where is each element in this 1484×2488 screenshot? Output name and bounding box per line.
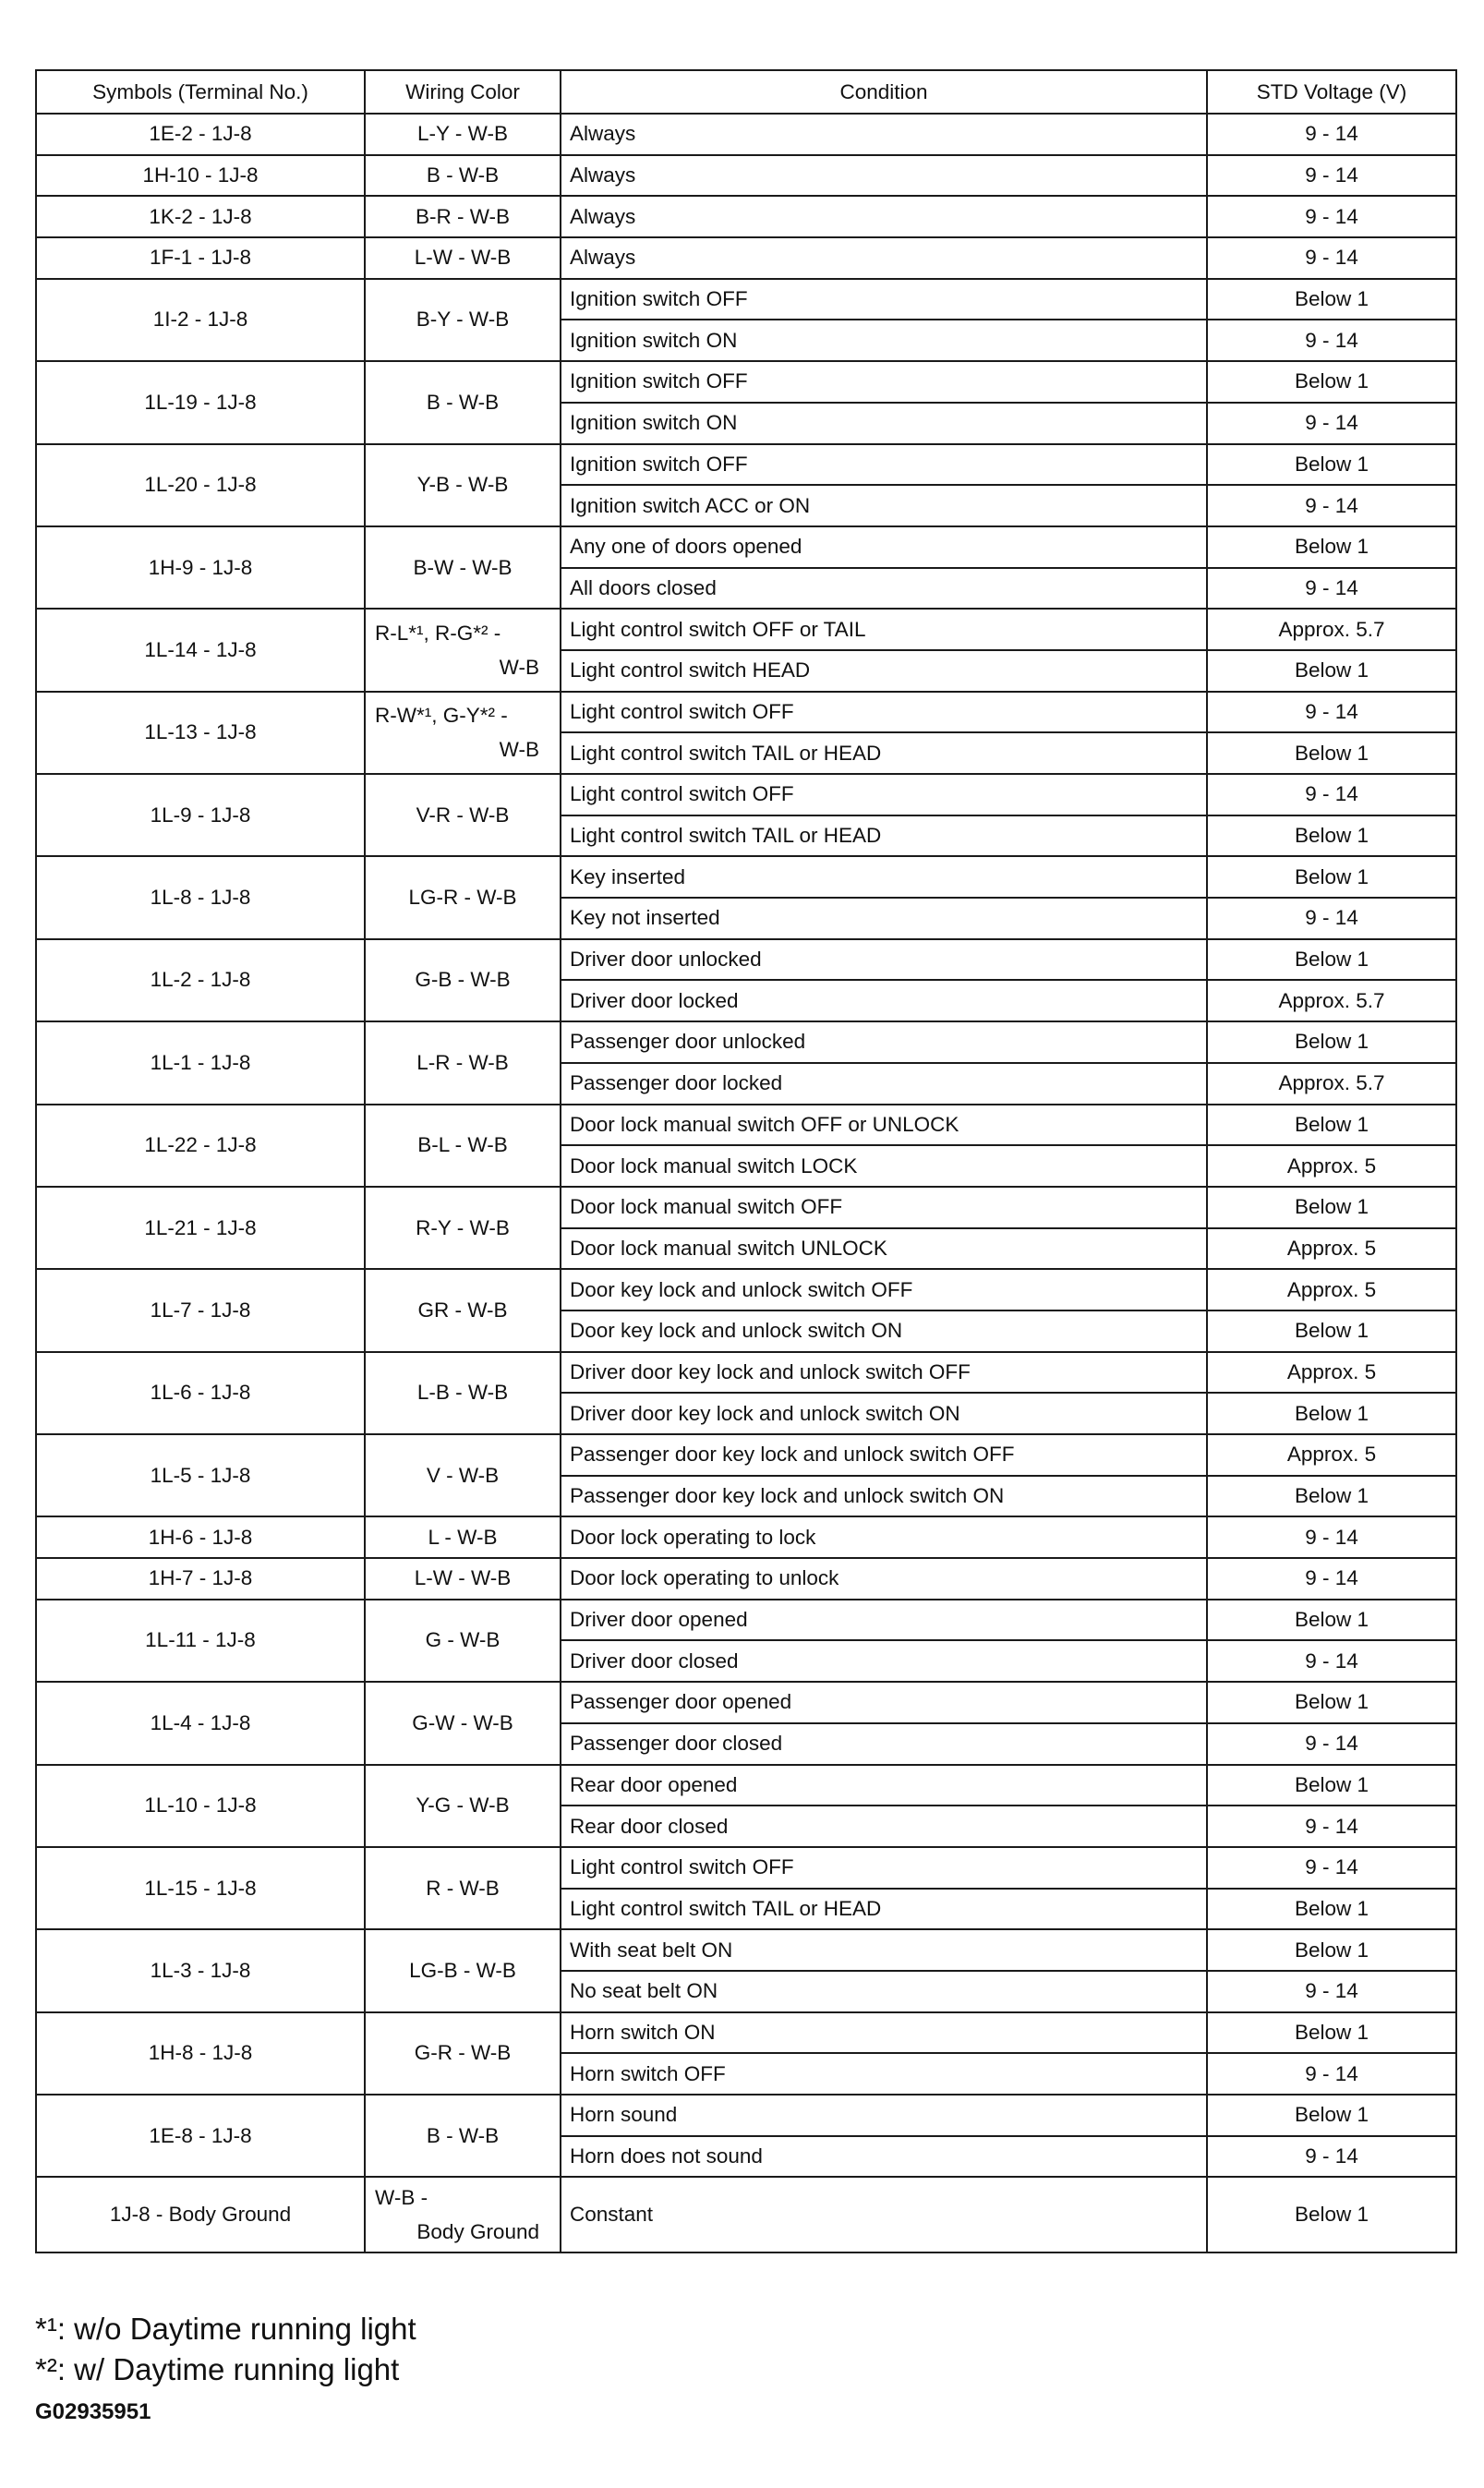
terminal-symbol: 1E-8 - 1J-8 <box>36 2095 365 2177</box>
wiring-color: B - W-B <box>365 361 561 443</box>
condition: Light control switch OFF <box>561 692 1207 733</box>
condition: Constant <box>561 2177 1207 2252</box>
std-voltage: Below 1 <box>1207 1765 1456 1806</box>
std-voltage: Below 1 <box>1207 279 1456 320</box>
condition: Always <box>561 155 1207 197</box>
wiring-color <box>365 692 561 774</box>
wiring-color: B-W - W-B <box>365 526 561 609</box>
condition: Light control switch TAIL or HEAD <box>561 815 1207 857</box>
std-voltage: Below 1 <box>1207 650 1456 692</box>
table-row <box>36 237 1456 279</box>
std-voltage: Approx. 5.7 <box>1207 609 1456 650</box>
std-voltage: Approx. 5 <box>1207 1228 1456 1270</box>
table-row <box>36 1929 1456 1971</box>
wiring-color-line-1: W-B - <box>375 2186 428 2210</box>
wiring-color: LG-R - W-B <box>365 856 561 938</box>
std-voltage: 9 - 14 <box>1207 2136 1456 2178</box>
condition: Passenger door opened <box>561 1682 1207 1723</box>
terminal-symbol: 1L-8 - 1J-8 <box>36 856 365 938</box>
table-row <box>36 114 1456 155</box>
table-row <box>36 856 1456 898</box>
condition: Passenger door locked <box>561 1063 1207 1105</box>
condition: Horn sound <box>561 2095 1207 2136</box>
header-condition: Condition <box>561 70 1207 114</box>
header-std-voltage: STD Voltage (V) <box>1207 70 1456 114</box>
std-voltage: Approx. 5.7 <box>1207 980 1456 1021</box>
std-voltage: 9 - 14 <box>1207 403 1456 444</box>
condition: Door lock manual switch OFF or UNLOCK <box>561 1105 1207 1146</box>
header-wiring-color: Wiring Color <box>365 70 561 114</box>
wiring-color: L-R - W-B <box>365 1021 561 1104</box>
condition: Horn does not sound <box>561 2136 1207 2178</box>
std-voltage: Below 1 <box>1207 1929 1456 1971</box>
condition: Key inserted <box>561 856 1207 898</box>
condition: Horn switch OFF <box>561 2053 1207 2095</box>
condition: Horn switch ON <box>561 2012 1207 2054</box>
condition: Door key lock and unlock switch ON <box>561 1310 1207 1352</box>
wiring-color: L-Y - W-B <box>365 114 561 155</box>
condition: Driver door opened <box>561 1600 1207 1641</box>
std-voltage: 9 - 14 <box>1207 568 1456 610</box>
condition: Light control switch HEAD <box>561 650 1207 692</box>
wiring-color: Y-B - W-B <box>365 444 561 526</box>
condition: Always <box>561 114 1207 155</box>
terminal-symbol: 1L-4 - 1J-8 <box>36 1682 365 1764</box>
wiring-color-line-2: Body Ground <box>416 2220 539 2244</box>
wiring-color: GR - W-B <box>365 1269 561 1351</box>
std-voltage: Below 1 <box>1207 1600 1456 1641</box>
terminal-symbol: 1L-6 - 1J-8 <box>36 1352 365 1434</box>
header-symbols: Symbols (Terminal No.) <box>36 70 365 114</box>
wiring-color: G-R - W-B <box>365 2012 561 2095</box>
terminal-symbol: 1L-1 - 1J-8 <box>36 1021 365 1104</box>
std-voltage: Below 1 <box>1207 444 1456 486</box>
std-voltage: Below 1 <box>1207 939 1456 981</box>
table-row <box>36 361 1456 403</box>
std-voltage: Approx. 5 <box>1207 1434 1456 1476</box>
wiring-color-line-2: W-B <box>499 738 539 762</box>
condition: Door lock manual switch LOCK <box>561 1145 1207 1187</box>
terminal-symbol: 1L-15 - 1J-8 <box>36 1847 365 1929</box>
wiring-color <box>365 2177 561 2252</box>
std-voltage: Below 1 <box>1207 732 1456 774</box>
table-row <box>36 1434 1456 1476</box>
wiring-color: LG-B - W-B <box>365 1929 561 2011</box>
terminal-symbol: 1I-2 - 1J-8 <box>36 279 365 361</box>
std-voltage: 9 - 14 <box>1207 1640 1456 1682</box>
terminal-symbol: 1H-8 - 1J-8 <box>36 2012 365 2095</box>
figure-code: G02935951 <box>35 2399 151 2424</box>
terminal-symbol: 1L-5 - 1J-8 <box>36 1434 365 1516</box>
std-voltage: Below 1 <box>1207 526 1456 568</box>
condition: Door key lock and unlock switch OFF <box>561 1269 1207 1310</box>
table-row <box>36 1516 1456 1558</box>
table-row <box>36 1021 1456 1063</box>
table-row <box>36 1269 1456 1310</box>
terminal-symbol: 1H-9 - 1J-8 <box>36 526 365 609</box>
table-row <box>36 609 1456 650</box>
terminal-symbol: 1H-10 - 1J-8 <box>36 155 365 197</box>
condition: Light control switch OFF <box>561 1847 1207 1889</box>
terminal-symbol: 1L-2 - 1J-8 <box>36 939 365 1021</box>
wiring-color: G-B - W-B <box>365 939 561 1021</box>
terminal-symbol: 1L-3 - 1J-8 <box>36 1929 365 2011</box>
condition: Rear door opened <box>561 1765 1207 1806</box>
table-row <box>36 526 1456 568</box>
wiring-color: L-B - W-B <box>365 1352 561 1434</box>
std-voltage: Approx. 5 <box>1207 1352 1456 1394</box>
std-voltage: 9 - 14 <box>1207 196 1456 237</box>
condition: Always <box>561 237 1207 279</box>
terminal-symbol: 1F-1 - 1J-8 <box>36 237 365 279</box>
condition: Passenger door unlocked <box>561 1021 1207 1063</box>
std-voltage: 9 - 14 <box>1207 1558 1456 1600</box>
terminal-symbol: 1E-2 - 1J-8 <box>36 114 365 155</box>
condition: Ignition switch OFF <box>561 444 1207 486</box>
table-header-row <box>36 70 1456 114</box>
condition: Passenger door key lock and unlock switch ON <box>561 1476 1207 1517</box>
std-voltage: Below 1 <box>1207 1682 1456 1723</box>
std-voltage: 9 - 14 <box>1207 1723 1456 1765</box>
table-row <box>36 2177 1456 2252</box>
wiring-color: B-R - W-B <box>365 196 561 237</box>
std-voltage: 9 - 14 <box>1207 1971 1456 2012</box>
condition: Driver door key lock and unlock switch ON <box>561 1393 1207 1434</box>
condition: Light control switch TAIL or HEAD <box>561 732 1207 774</box>
std-voltage: Below 1 <box>1207 361 1456 403</box>
std-voltage: Below 1 <box>1207 2012 1456 2054</box>
table-row <box>36 2095 1456 2136</box>
std-voltage: Below 1 <box>1207 1105 1456 1146</box>
wiring-color: L - W-B <box>365 1516 561 1558</box>
table-row <box>36 1352 1456 1394</box>
table-row <box>36 1187 1456 1228</box>
wiring-color: G - W-B <box>365 1600 561 1682</box>
condition: Always <box>561 196 1207 237</box>
wiring-color-line-1: R-L*¹, R-G*² - <box>375 621 501 645</box>
terminal-symbol: 1L-11 - 1J-8 <box>36 1600 365 1682</box>
std-voltage: 9 - 14 <box>1207 485 1456 526</box>
condition: Door lock operating to unlock <box>561 1558 1207 1600</box>
condition: Ignition switch ACC or ON <box>561 485 1207 526</box>
std-voltage: Below 1 <box>1207 1393 1456 1434</box>
table-row <box>36 155 1456 197</box>
std-voltage: 9 - 14 <box>1207 1516 1456 1558</box>
condition: Driver door closed <box>561 1640 1207 1682</box>
std-voltage: Below 1 <box>1207 1889 1456 1930</box>
condition: Ignition switch OFF <box>561 361 1207 403</box>
terminal-voltage-table <box>35 69 1457 2253</box>
table-row <box>36 1765 1456 1806</box>
wiring-color: V - W-B <box>365 1434 561 1516</box>
wiring-color: L-W - W-B <box>365 1558 561 1600</box>
wiring-color: R - W-B <box>365 1847 561 1929</box>
condition: Passenger door closed <box>561 1723 1207 1765</box>
table-row <box>36 774 1456 815</box>
wiring-color: B - W-B <box>365 155 561 197</box>
condition: Light control switch OFF or TAIL <box>561 609 1207 650</box>
std-voltage: Below 1 <box>1207 2095 1456 2136</box>
wiring-color: Y-G - W-B <box>365 1765 561 1847</box>
terminal-symbol: 1L-10 - 1J-8 <box>36 1765 365 1847</box>
terminal-symbol: 1L-9 - 1J-8 <box>36 774 365 856</box>
std-voltage: 9 - 14 <box>1207 1806 1456 1847</box>
footnote-1: *¹: w/o Daytime running light <box>35 2312 416 2346</box>
terminal-symbol: 1L-19 - 1J-8 <box>36 361 365 443</box>
condition: Key not inserted <box>561 898 1207 939</box>
std-voltage: 9 - 14 <box>1207 1847 1456 1889</box>
std-voltage: 9 - 14 <box>1207 114 1456 155</box>
wiring-color: L-W - W-B <box>365 237 561 279</box>
condition: Passenger door key lock and unlock switch OFF <box>561 1434 1207 1476</box>
terminal-symbol: 1J-8 - Body Ground <box>36 2177 365 2252</box>
std-voltage: 9 - 14 <box>1207 155 1456 197</box>
table-row <box>36 692 1456 733</box>
std-voltage: Below 1 <box>1207 1021 1456 1063</box>
wiring-color: B - W-B <box>365 2095 561 2177</box>
terminal-symbol: 1K-2 - 1J-8 <box>36 196 365 237</box>
condition: With seat belt ON <box>561 1929 1207 1971</box>
condition: Ignition switch ON <box>561 320 1207 361</box>
std-voltage: Below 1 <box>1207 856 1456 898</box>
wiring-color: B-Y - W-B <box>365 279 561 361</box>
table-row <box>36 1847 1456 1889</box>
footnotes <box>35 2309 416 2390</box>
std-voltage: Below 1 <box>1207 1476 1456 1517</box>
wiring-color-line-2: W-B <box>499 655 539 679</box>
std-voltage: Below 1 <box>1207 1310 1456 1352</box>
footnote-2: *²: w/ Daytime running light <box>35 2352 400 2386</box>
wiring-color-line-1: R-W*¹, G-Y*² - <box>375 704 508 728</box>
table-row <box>36 1600 1456 1641</box>
condition: Ignition switch OFF <box>561 279 1207 320</box>
std-voltage: Below 1 <box>1207 2177 1456 2252</box>
std-voltage: 9 - 14 <box>1207 237 1456 279</box>
condition: Light control switch TAIL or HEAD <box>561 1889 1207 1930</box>
std-voltage: Approx. 5 <box>1207 1145 1456 1187</box>
terminal-symbol: 1L-21 - 1J-8 <box>36 1187 365 1269</box>
table-row <box>36 1558 1456 1600</box>
wiring-color: V-R - W-B <box>365 774 561 856</box>
table-row <box>36 279 1456 320</box>
table-row <box>36 939 1456 981</box>
terminal-symbol: 1L-20 - 1J-8 <box>36 444 365 526</box>
condition: Any one of doors opened <box>561 526 1207 568</box>
condition: Door lock manual switch UNLOCK <box>561 1228 1207 1270</box>
std-voltage: Below 1 <box>1207 1187 1456 1228</box>
std-voltage: 9 - 14 <box>1207 692 1456 733</box>
table-row <box>36 1682 1456 1723</box>
wiring-color: G-W - W-B <box>365 1682 561 1764</box>
condition: Door lock manual switch OFF <box>561 1187 1207 1228</box>
condition: Driver door key lock and unlock switch OFF <box>561 1352 1207 1394</box>
terminal-symbol: 1H-7 - 1J-8 <box>36 1558 365 1600</box>
terminal-symbol: 1L-14 - 1J-8 <box>36 609 365 691</box>
condition: Rear door closed <box>561 1806 1207 1847</box>
table-row <box>36 196 1456 237</box>
std-voltage: Below 1 <box>1207 815 1456 857</box>
condition: Ignition switch ON <box>561 403 1207 444</box>
terminal-symbol: 1L-22 - 1J-8 <box>36 1105 365 1187</box>
std-voltage: 9 - 14 <box>1207 320 1456 361</box>
condition: Door lock operating to lock <box>561 1516 1207 1558</box>
condition: Driver door unlocked <box>561 939 1207 981</box>
wiring-color <box>365 609 561 691</box>
std-voltage: Approx. 5.7 <box>1207 1063 1456 1105</box>
condition: All doors closed <box>561 568 1207 610</box>
condition: No seat belt ON <box>561 1971 1207 2012</box>
table-row <box>36 444 1456 486</box>
table-row <box>36 2012 1456 2054</box>
condition: Driver door locked <box>561 980 1207 1021</box>
terminal-symbol: 1L-13 - 1J-8 <box>36 692 365 774</box>
table-row <box>36 1105 1456 1146</box>
wiring-color: B-L - W-B <box>365 1105 561 1187</box>
wiring-color: R-Y - W-B <box>365 1187 561 1269</box>
std-voltage: 9 - 14 <box>1207 774 1456 815</box>
condition: Light control switch OFF <box>561 774 1207 815</box>
terminal-symbol: 1L-7 - 1J-8 <box>36 1269 365 1351</box>
std-voltage: Approx. 5 <box>1207 1269 1456 1310</box>
terminal-symbol: 1H-6 - 1J-8 <box>36 1516 365 1558</box>
std-voltage: 9 - 14 <box>1207 898 1456 939</box>
std-voltage: 9 - 14 <box>1207 2053 1456 2095</box>
